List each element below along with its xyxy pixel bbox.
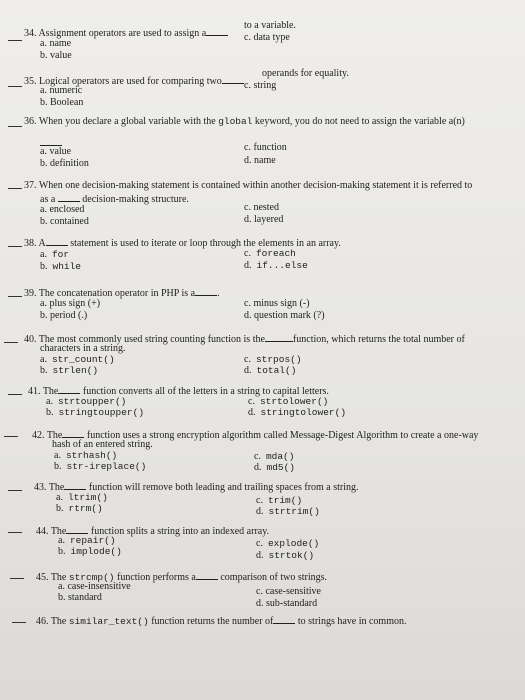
question-number: 45. (36, 572, 49, 583)
answer-blank (8, 188, 22, 189)
stem-line-2: hash of an entered string. (52, 439, 153, 450)
option-c: c. minus sign (-) (244, 298, 310, 309)
option-b: b. period (.) (40, 310, 88, 321)
stem-text-end: function converts all of the letters in a string to capital letters. (82, 386, 329, 397)
question-number: 40. (24, 334, 37, 345)
answer-blank (8, 296, 22, 297)
option-c: c. string (244, 80, 277, 91)
option-code: while (52, 261, 82, 272)
question-number: 34. (24, 28, 37, 39)
option-a: a. value (40, 146, 72, 157)
stem-text: The concatenation operator in PHP is a (38, 288, 196, 299)
option-d (248, 407, 346, 419)
option-code: strtolower() (259, 396, 329, 407)
question-number: 42. (32, 430, 45, 441)
answer-blank (4, 436, 18, 437)
option-code: ltrim() (67, 492, 108, 503)
stem-text-end: decision-making structure. (82, 194, 189, 205)
stem-text: Assignment operators are used to assign a (38, 28, 207, 39)
stem-text: Logical operators are used for comparing two (39, 76, 222, 87)
option-b (58, 546, 122, 558)
question-number: 37. (24, 180, 37, 191)
option-c: c. data type (244, 32, 290, 43)
option-d: d. name (244, 155, 276, 166)
option-code: stringtoupper() (58, 407, 145, 418)
option-letter: a. (56, 492, 63, 503)
option-letter: b. (54, 461, 62, 472)
stem-text: The (46, 430, 63, 441)
fill-blank (196, 570, 218, 580)
question-number: 36. (24, 116, 37, 127)
option-b (40, 365, 98, 377)
answer-blank (8, 490, 22, 491)
option-c: c. function (244, 142, 287, 153)
option-letter: c. (244, 248, 251, 259)
option-letter: d. (256, 506, 264, 517)
question-number: 38. (24, 238, 37, 249)
option-code: implode() (70, 546, 122, 557)
option-letter: d. (244, 260, 252, 271)
stem-text-end: statement is used to iterate or loop through the elements in an array. (70, 238, 341, 249)
option-letter: a. (40, 354, 47, 365)
stem-text: as a (40, 194, 56, 205)
stem-text: The (50, 526, 67, 537)
option-code: total() (256, 365, 297, 376)
option-letter: a. (58, 535, 65, 546)
option-b: b. standard (58, 592, 102, 603)
fill-blank (58, 192, 80, 202)
option-code: strhash() (65, 450, 118, 461)
stem-text-end: to a variable. (244, 20, 296, 31)
option-a: a. numeric (40, 85, 83, 96)
fill-blank (64, 480, 86, 490)
stem-line-2: characters in a string. (40, 343, 126, 354)
stem-text: When one decision-making statement is contained within another decision-making statement it is referred to (38, 180, 473, 191)
option-a: a. plus sign (+) (40, 298, 101, 309)
option-letter: b. (56, 503, 64, 514)
fill-blank (195, 286, 217, 296)
question-number: 46. (36, 616, 49, 627)
stem-text: The (48, 482, 65, 493)
code-function: strcmp() (68, 572, 115, 583)
fill-blank (58, 384, 80, 394)
fill-blank (62, 428, 84, 438)
stem-text: The (50, 572, 67, 583)
option-d (256, 550, 314, 562)
question-stem (24, 116, 465, 128)
option-code: explode() (267, 538, 320, 549)
answer-blank (12, 622, 26, 623)
option-code: md5() (266, 462, 296, 473)
question-number: 39. (24, 288, 37, 299)
option-code: str_count() (51, 354, 115, 365)
option-letter: c. (254, 451, 261, 462)
question-number: 41. (28, 386, 41, 397)
option-letter: c. (256, 538, 263, 549)
option-code: foreach (255, 248, 296, 259)
option-a: a. enclosed (40, 204, 85, 215)
option-b (56, 503, 103, 515)
option-b: b. contained (40, 216, 89, 227)
option-letter: c. (248, 396, 255, 407)
option-d (256, 506, 320, 518)
option-code: strpos() (255, 354, 302, 365)
option-letter: b. (40, 365, 48, 376)
option-code: rtrm() (68, 503, 103, 514)
option-code: str-ireplace() (66, 461, 147, 472)
option-b (54, 461, 146, 473)
option-letter: b. (46, 407, 54, 418)
option-b (46, 407, 144, 419)
question-stem (24, 180, 472, 192)
stem-text-end: comparison of two strings. (220, 572, 328, 583)
question-stem (36, 614, 407, 628)
fill-blank (40, 136, 62, 146)
option-code: if...else (256, 260, 308, 271)
stem-text: A (38, 238, 46, 249)
stem-text-end: keyword, you do not need to assign the variable a(n) (254, 116, 465, 127)
fill-blank (66, 524, 88, 534)
option-d (244, 260, 308, 272)
option-b: b. Boolean (40, 97, 84, 108)
stem-text: The (50, 616, 67, 627)
answer-blank (10, 578, 24, 579)
stem-text-end: function uses a strong encryption algorithm called Message-Digest Algorithm to create a one-way (86, 430, 479, 441)
question-stem: 39. The concatenation operator in PHP is a . (24, 288, 220, 299)
option-code: repair() (69, 535, 116, 546)
option-letter: d. (254, 462, 262, 473)
stem-text-mid: function returns the number of (151, 616, 274, 627)
option-letter: b. (40, 261, 48, 272)
answer-blank (4, 342, 18, 343)
option-code: stringtolower() (260, 407, 347, 418)
option-letter: b. (58, 546, 66, 557)
option-letter: d. (248, 407, 256, 418)
option-code: mda() (265, 451, 295, 462)
answer-blank (8, 86, 22, 87)
stem-text: The (42, 386, 59, 397)
option-d: d. sub-standard (256, 598, 318, 609)
stem-text-end: to strings have in common. (297, 616, 407, 627)
option-a: a. name (40, 38, 72, 49)
option-d: d. question mark (?) (244, 310, 325, 321)
option-d (254, 462, 295, 474)
fill-blank (273, 614, 295, 624)
code-keyword: global (218, 116, 253, 127)
fill-blank (265, 332, 293, 342)
option-letter: c. (256, 495, 263, 506)
question-number: 44. (36, 526, 49, 537)
option-letter: d. (244, 365, 252, 376)
option-code: strtrim() (268, 506, 320, 517)
option-b: b. value (40, 50, 72, 61)
stem-text-end: function splits a string into an indexed array. (90, 526, 270, 537)
fill-blank (206, 26, 228, 36)
option-a: a. case-insensitive (58, 581, 131, 592)
option-c (256, 538, 319, 550)
option-letter: d. (256, 550, 264, 561)
option-letter: a. (40, 249, 47, 260)
stem-text: When you declare a global variable with the (38, 116, 216, 127)
stem-text-end: function will remove both leading and trailing spaces from a string. (88, 482, 359, 493)
fill-blank (46, 236, 68, 246)
fill-blank (222, 74, 244, 84)
option-code: strtok() (268, 550, 315, 561)
option-code: trim() (267, 495, 303, 506)
stem-text-end: operands for equality. (262, 68, 349, 79)
question-number: 43. (34, 482, 47, 493)
answer-blank (8, 394, 22, 395)
option-c: c. case-sensitive (256, 586, 321, 597)
answer-blank (8, 246, 22, 247)
question-number: 35. (24, 76, 37, 87)
option-letter: c. (244, 354, 251, 365)
option-code: strtoupper() (57, 396, 127, 407)
option-letter: a. (46, 396, 53, 407)
answer-blank (8, 126, 22, 127)
option-code: for (51, 249, 70, 260)
option-d (244, 365, 296, 377)
stem-text-end: function, which returns the total number of (292, 334, 465, 345)
option-letter: a. (54, 450, 61, 461)
option-c: c. nested (244, 202, 279, 213)
option-code: strlen() (52, 365, 99, 376)
option-d: d. layered (244, 214, 284, 225)
stem-text-mid: function performs a (116, 572, 196, 583)
answer-blank (8, 40, 22, 41)
option-b: b. definition (40, 158, 89, 169)
answer-blank (8, 532, 22, 533)
code-function: similar_text() (68, 616, 149, 627)
option-a (40, 249, 69, 261)
stem-text: The most commonly used string counting function is the (38, 334, 265, 345)
option-b (40, 261, 81, 273)
option-c (244, 248, 296, 260)
